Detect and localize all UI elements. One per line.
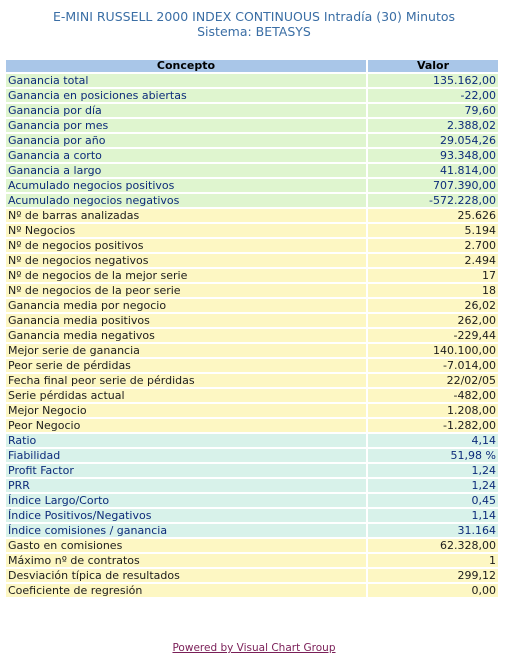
row-value: -482,00 [368, 389, 498, 402]
title-line-system: Sistema: BETASYS [197, 24, 311, 39]
row-label: Ganancia en posiciones abiertas [6, 89, 366, 102]
table-row [6, 104, 498, 117]
title-line-instrument: E-MINI RUSSELL 2000 INDEX CONTINUOUS Intradía (30) Minutos [52, 9, 456, 24]
row-label: Acumulado negocios positivos [6, 179, 366, 192]
row-label: Gasto en comisiones [6, 539, 366, 552]
table-row [6, 494, 498, 507]
row-value: 135.162,00 [368, 74, 498, 87]
statistics-table [4, 58, 500, 599]
row-value: -7.014,00 [368, 359, 498, 372]
row-value: 0,45 [368, 494, 498, 507]
row-label: Ratio [6, 434, 366, 447]
table-row [6, 344, 498, 357]
row-label: Nº Negocios [6, 224, 366, 237]
row-label: Ganancia media por negocio [6, 299, 366, 312]
table-row [6, 479, 498, 492]
table-row [6, 224, 498, 237]
row-value: 18 [368, 284, 498, 297]
table-row [6, 329, 498, 342]
row-label: Ganancia a corto [6, 149, 366, 162]
table-row [6, 89, 498, 102]
table-row [6, 464, 498, 477]
row-label: Fiabilidad [6, 449, 366, 462]
table-row [6, 569, 498, 582]
row-value: 2.494 [368, 254, 498, 267]
row-value: -22,00 [368, 89, 498, 102]
table-row [6, 239, 498, 252]
table-header-row [6, 60, 498, 72]
table-row [6, 254, 498, 267]
row-label: Índice comisiones / ganancia [6, 524, 366, 537]
table-row [6, 149, 498, 162]
row-label: Ganancia por día [6, 104, 366, 117]
row-value: 1.208,00 [368, 404, 498, 417]
row-value: 0,00 [368, 584, 498, 597]
row-value: 93.348,00 [368, 149, 498, 162]
row-value: 25.626 [368, 209, 498, 222]
row-value: 26,02 [368, 299, 498, 312]
table-row [6, 209, 498, 222]
row-label: Mejor serie de ganancia [6, 344, 366, 357]
row-label: Coeficiente de regresión [6, 584, 366, 597]
row-label: Índice Positivos/Negativos [6, 509, 366, 522]
table-row [6, 539, 498, 552]
row-value: 140.100,00 [368, 344, 498, 357]
row-label: Peor Negocio [6, 419, 366, 432]
table-row [6, 284, 498, 297]
row-value: 29.054,26 [368, 134, 498, 147]
row-label: Índice Largo/Corto [6, 494, 366, 507]
report-title [0, 9, 508, 39]
table-row [6, 434, 498, 447]
table-row [6, 194, 498, 207]
powered-by-link[interactable]: Powered by Visual Chart Group [172, 642, 336, 654]
row-value: 31.164 [368, 524, 498, 537]
table-row [6, 119, 498, 132]
row-label: Ganancia media positivos [6, 314, 366, 327]
row-value: 17 [368, 269, 498, 282]
row-label: Máximo nº de contratos [6, 554, 366, 567]
row-value: 1 [368, 554, 498, 567]
row-value: 299,12 [368, 569, 498, 582]
row-label: Fecha final peor serie de pérdidas [6, 374, 366, 387]
table-row [6, 374, 498, 387]
table-body [6, 74, 498, 597]
row-value: 51,98 % [368, 449, 498, 462]
row-value: 262,00 [368, 314, 498, 327]
table-row [6, 269, 498, 282]
row-value: 22/02/05 [368, 374, 498, 387]
column-header-concept: Concepto [6, 60, 366, 72]
row-value: 79,60 [368, 104, 498, 117]
table-row [6, 404, 498, 417]
table-row [6, 524, 498, 537]
row-value: 5.194 [368, 224, 498, 237]
row-label: Serie pérdidas actual [6, 389, 366, 402]
row-value: 2.388,02 [368, 119, 498, 132]
row-label: Ganancia a largo [6, 164, 366, 177]
table-row [6, 74, 498, 87]
row-label: Ganancia por mes [6, 119, 366, 132]
row-value: 4,14 [368, 434, 498, 447]
row-label: Mejor Negocio [6, 404, 366, 417]
row-label: Desviación típica de resultados [6, 569, 366, 582]
row-value: 1,24 [368, 464, 498, 477]
row-value: 1,14 [368, 509, 498, 522]
row-value: 707.390,00 [368, 179, 498, 192]
table-row [6, 164, 498, 177]
row-label: PRR [6, 479, 366, 492]
row-label: Nº de negocios negativos [6, 254, 366, 267]
table-row [6, 419, 498, 432]
row-value: -572.228,00 [368, 194, 498, 207]
row-value: 2.700 [368, 239, 498, 252]
row-label: Ganancia total [6, 74, 366, 87]
table-row [6, 359, 498, 372]
row-value: -229,44 [368, 329, 498, 342]
table-row [6, 554, 498, 567]
row-label: Ganancia por año [6, 134, 366, 147]
row-label: Nº de negocios de la mejor serie [6, 269, 366, 282]
row-label: Nº de negocios positivos [6, 239, 366, 252]
table-row [6, 389, 498, 402]
table-row [6, 179, 498, 192]
row-label: Profit Factor [6, 464, 366, 477]
row-label: Ganancia media negativos [6, 329, 366, 342]
table-row [6, 134, 498, 147]
row-label: Peor serie de pérdidas [6, 359, 366, 372]
column-header-value: Valor [368, 60, 498, 72]
table-row [6, 314, 498, 327]
table-row [6, 509, 498, 522]
row-label: Nº de negocios de la peor serie [6, 284, 366, 297]
footer [0, 642, 508, 654]
table-row [6, 299, 498, 312]
row-label: Acumulado negocios negativos [6, 194, 366, 207]
row-label: Nº de barras analizadas [6, 209, 366, 222]
row-value: -1.282,00 [368, 419, 498, 432]
table-row [6, 584, 498, 597]
row-value: 1,24 [368, 479, 498, 492]
table-row [6, 449, 498, 462]
row-value: 62.328,00 [368, 539, 498, 552]
row-value: 41.814,00 [368, 164, 498, 177]
